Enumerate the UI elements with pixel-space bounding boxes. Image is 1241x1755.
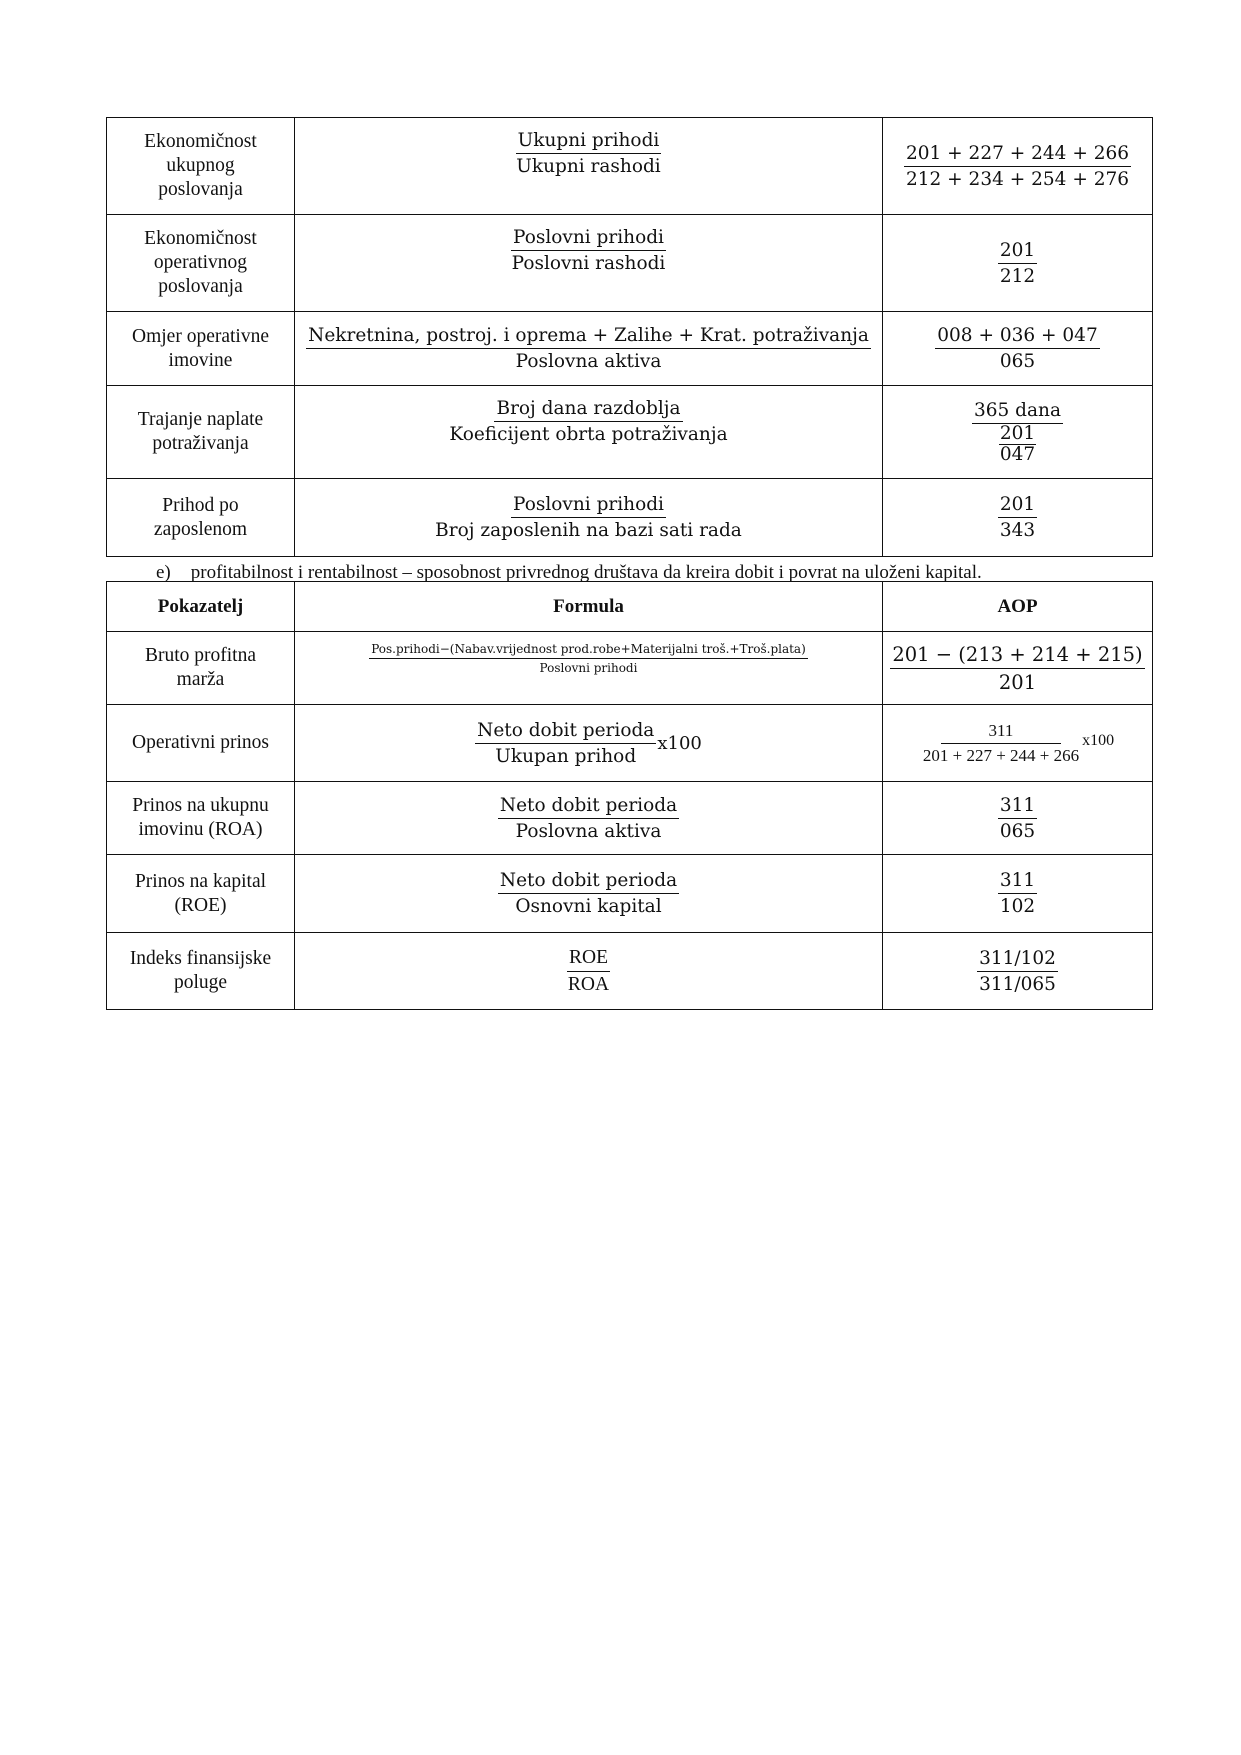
aop-fraction	[890, 643, 1144, 694]
aop-denominator: 212	[999, 265, 1036, 287]
formula-fraction	[498, 795, 679, 842]
caption-text: profitabilnost i rentabilnost – sposobnost privrednog društava da kreira dobit i povrat na uloženi kapital.	[190, 562, 982, 583]
formula-numerator: ROE	[567, 947, 610, 972]
aop-denominator: 065	[999, 351, 1036, 372]
table-row	[107, 479, 1153, 557]
ratio-table-efficiency	[106, 117, 1153, 557]
aop-cell	[883, 782, 1153, 855]
indicator-cell	[107, 782, 295, 855]
aop-denominator: 102	[999, 896, 1036, 917]
indicator-cell	[107, 705, 295, 782]
formula-denominator: ROA	[567, 973, 610, 995]
aop-inner-numerator: 201	[999, 422, 1036, 444]
aop-fraction	[998, 240, 1037, 287]
formula-numerator: Broj dana razdoblja	[494, 398, 682, 422]
formula-fraction	[433, 494, 744, 541]
formula-denominator: Osnovni kapital	[515, 896, 662, 917]
formula-cell	[295, 386, 883, 479]
ratio-table-profitability	[106, 581, 1153, 1010]
aop-denominator	[997, 424, 1038, 465]
aop-fraction	[977, 948, 1058, 995]
aop-numerator: 201 + 227 + 244 + 266	[904, 143, 1131, 167]
multiplier-text: x100	[657, 732, 702, 754]
formula-numerator: Ukupni prihodi	[516, 130, 662, 154]
header-indicator: Pokazatelj	[107, 582, 295, 632]
formula-numerator: Poslovni prihodi	[511, 227, 666, 251]
aop-numerator: 311	[941, 721, 1062, 744]
indicator-cell	[107, 312, 295, 386]
formula-denominator: Poslovni prihodi	[539, 661, 638, 675]
aop-cell	[883, 118, 1153, 215]
aop-cell	[883, 855, 1153, 933]
indicator-cell	[107, 855, 295, 933]
formula-numerator: Neto dobit perioda	[498, 795, 679, 819]
formula-numerator: Neto dobit perioda	[498, 870, 679, 894]
table-row	[107, 632, 1153, 705]
aop-numerator: 365 dana	[972, 400, 1063, 424]
formula-denominator: Poslovna aktiva	[515, 351, 662, 372]
formula-fraction	[447, 398, 729, 445]
aop-numerator: 008 + 036 + 047	[935, 325, 1099, 349]
formula-fraction	[566, 947, 611, 996]
indicator-label: Trajanje naplate potraživanja	[137, 409, 264, 454]
formula-cell	[295, 705, 883, 782]
multiplier-text: x100	[1082, 732, 1115, 749]
aop-denominator: 201	[998, 670, 1037, 694]
aop-cell	[883, 312, 1153, 386]
indicator-cell	[107, 479, 295, 557]
aop-numerator: 311/102	[977, 948, 1058, 972]
caption-marker: e)	[156, 562, 171, 583]
aop-denominator: 311/065	[979, 973, 1056, 995]
formula-fraction	[514, 130, 662, 177]
formula-numerator: Neto dobit perioda	[475, 720, 656, 744]
formula-cell	[295, 782, 883, 855]
aop-numerator: 201	[998, 240, 1037, 264]
indicator-cell	[107, 118, 295, 215]
indicator-label: Operativni prinos	[131, 732, 269, 753]
aop-cell	[883, 479, 1153, 557]
indicator-cell	[107, 215, 295, 312]
formula-numerator: Nekretnina, postroj. i oprema + Zalihe + Krat. potraživanja	[306, 325, 871, 349]
indicator-label: Omjer operativne imovine	[132, 325, 269, 371]
aop-fraction	[998, 494, 1037, 541]
aop-fraction	[998, 795, 1037, 842]
indicator-cell	[107, 386, 295, 479]
indicator-cell	[107, 933, 295, 1010]
aop-inner-fraction	[999, 424, 1036, 465]
formula-denominator: Poslovni rashodi	[511, 253, 666, 274]
formula-denominator: Poslovna aktiva	[515, 820, 662, 842]
aop-cell	[883, 215, 1153, 312]
table-row	[107, 312, 1153, 386]
formula-numerator: Poslovni prihodi	[511, 494, 666, 518]
formula-fraction	[510, 227, 668, 274]
formula-numerator: Pos.prihodi−(Nabav.vrijednost prod.robe+Materijalni troš.+Troš.plata)	[369, 642, 808, 659]
aop-numerator: 311	[998, 870, 1037, 894]
table-row	[107, 855, 1153, 933]
formula-cell	[295, 118, 883, 215]
formula-fraction	[475, 720, 656, 767]
formula-denominator: Ukupni rashodi	[516, 156, 661, 177]
formula-cell	[295, 933, 883, 1010]
aop-numerator: 201 − (213 + 214 + 215)	[890, 643, 1144, 669]
aop-fraction	[921, 721, 1081, 766]
indicator-label: Ekonomičnost operativnog poslovanja	[144, 228, 257, 297]
formula-denominator: Koeficijent obrta potraživanja	[449, 424, 728, 445]
formula-cell	[295, 855, 883, 933]
aop-denominator: 212 + 234 + 254 + 276	[905, 168, 1130, 190]
aop-denominator: 343	[999, 520, 1036, 541]
formula-denominator: Ukupan prihod	[495, 745, 637, 767]
aop-fraction	[972, 400, 1063, 465]
indicator-label: Prinos na kapital (ROE)	[134, 870, 267, 916]
aop-inner-denominator: 047	[999, 443, 1036, 465]
table-header-row	[107, 582, 1153, 632]
formula-cell	[295, 479, 883, 557]
indicator-label: Bruto profitna marža	[144, 645, 257, 690]
table-row	[107, 705, 1153, 782]
aop-fraction	[998, 870, 1037, 917]
table-row	[107, 118, 1153, 215]
indicator-label: Prihod po zaposlenom	[153, 494, 248, 540]
aop-cell	[883, 705, 1153, 782]
aop-cell	[883, 632, 1153, 705]
header-formula: Formula	[295, 582, 883, 632]
header-aop: AOP	[883, 582, 1153, 632]
formula-cell	[295, 215, 883, 312]
aop-denominator: 201 + 227 + 244 + 266	[922, 745, 1080, 765]
indicator-label: Ekonomičnost ukupnog poslovanja	[144, 131, 257, 200]
indicator-label: Indeks finansijske poluge	[129, 948, 272, 993]
aop-numerator: 201	[998, 494, 1037, 518]
formula-cell	[295, 632, 883, 705]
aop-fraction	[904, 143, 1131, 190]
formula-fraction	[498, 870, 679, 917]
indicator-label: Prinos na ukupnu imovinu (ROA)	[132, 795, 269, 840]
aop-cell	[883, 933, 1153, 1010]
formula-denominator: Broj zaposlenih na bazi sati rada	[435, 520, 742, 541]
table-row	[107, 782, 1153, 855]
indicator-cell	[107, 632, 295, 705]
table-row	[107, 933, 1153, 1010]
aop-fraction	[935, 325, 1099, 372]
table-row	[107, 215, 1153, 312]
aop-numerator: 311	[998, 795, 1037, 819]
formula-fraction	[306, 325, 871, 372]
aop-cell	[883, 386, 1153, 479]
aop-denominator: 065	[999, 820, 1036, 842]
formula-fraction	[369, 642, 808, 675]
table-row	[107, 386, 1153, 479]
formula-cell	[295, 312, 883, 386]
